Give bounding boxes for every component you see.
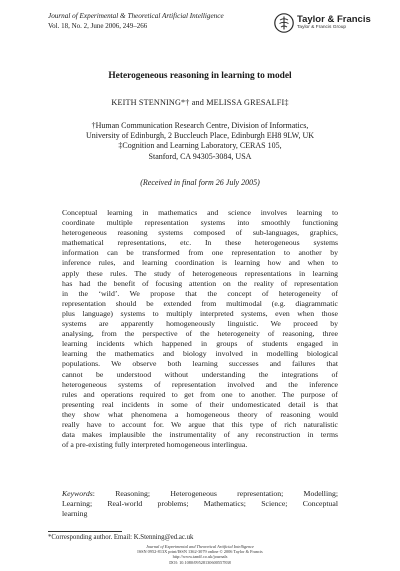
abstract-line: analysing, from the perspective of the heterogeneity of reasoning, three <box>62 329 338 339</box>
keywords-line: Learning; Real-world problems; Mathematics; Science; Conceptual <box>62 499 338 509</box>
abstract-line: in the ‘wild’. We propose that the concept of heterogeneity of <box>62 288 338 298</box>
abstract <box>62 208 338 450</box>
footnote-divider <box>48 531 122 532</box>
keywords-text: : Reasoning; Heterogeneous representation; Modelling; <box>92 489 338 498</box>
abstract-line: really have to account for. We argue that this type of rich naturalistic <box>62 419 338 429</box>
abstract-line: presenting real incidents in some of their undomesticated detail is that <box>62 399 338 409</box>
abstract-line: cannot be understood without understanding the integrations of <box>62 369 338 379</box>
publisher-name: Taylor & Francis <box>297 14 371 25</box>
keywords <box>62 489 338 519</box>
abstract-line: Conceptual learning in mathematics and science involves learning to <box>62 208 338 217</box>
imprint-issn: ISSN 0952-813X print/ISSN 1362-3079 online © 2006 Taylor & Francis <box>137 549 263 555</box>
keywords-line <box>62 489 338 499</box>
abstract-line: systems are apparently homogeneously linguistic. We proceed by <box>62 319 338 329</box>
abstract-line: of a pre-existing fully interpreted homogeneous interlingua. <box>62 440 248 450</box>
received-date <box>40 178 360 188</box>
journal-imprint <box>100 544 300 565</box>
abstract-line: mathematical representations, etc. In these heterogeneous systems <box>62 238 338 248</box>
journal-name: Journal of Experimental & Theoretical Artificial Intelligence <box>48 12 224 20</box>
abstract-line: rules and operations required to get from one to another. The purpose of <box>62 389 338 399</box>
paper-title: Heterogeneous reasoning in learning to model <box>108 71 292 81</box>
abstract-line: they show what phenomena a homogeneous theory of reasoning would <box>62 409 338 419</box>
publisher-logo[interactable] <box>274 12 371 36</box>
abstract-line: heterogeneous systems of representation involved and the inference <box>62 379 338 389</box>
abstract-line: apply these rules. The study of heterogeneous representations in learning <box>62 268 338 278</box>
abstract-line: coordinate multiple representation systems into smoothly functioning <box>62 218 338 228</box>
affiliations <box>40 121 360 162</box>
abstract-line: learning the mathematics and biology involved in modelling biological <box>62 349 338 359</box>
affiliation-line: †Human Communication Research Centre, Division of Informatics, <box>91 121 309 130</box>
taylor-francis-logo-icon <box>274 13 294 33</box>
corresponding-author-footnote: *Corresponding author. Email: K.Stenning@ed.ac.uk <box>48 534 194 541</box>
imprint-journal: Journal of Experimental and Theoretical Artificial Intelligence <box>145 544 255 549</box>
keywords-line: learning <box>62 509 88 519</box>
abstract-line: representation should be extended from multimodal (e.g. diagrammatic <box>62 298 338 308</box>
abstract-line: information can be transformed from one representation to another by <box>62 248 338 258</box>
keywords-label: Keywords <box>62 489 93 498</box>
affiliation-line: Stanford, CA 94305-3084, USA <box>148 151 252 161</box>
abstract-line: plus language) systems to multiply interpreted systems, even when those <box>62 308 338 318</box>
journal-header <box>48 12 371 38</box>
journal-volume: Vol. 18, No. 2, June 2006, 249–266 <box>48 22 148 30</box>
abstract-line: heterogeneous reasoning systems composed of sub-languages, graphics, <box>62 228 338 238</box>
abstract-line: has had the benefit of focusing attention on the reality of representation <box>62 278 338 288</box>
abstract-line: data makes implausible the instrumentality of any reconstruction in terms <box>62 430 338 440</box>
author-list: KEITH STENNING*† and MELISSA GRESALFI‡ <box>111 98 289 107</box>
received-text: (Received in final form 26 July 2005) <box>140 178 260 187</box>
abstract-line: populations. We observe both learning successes and failures that <box>62 359 338 369</box>
abstract-line: inference rules, and learning coordination is learning how and when to <box>62 258 338 268</box>
affiliation-line: ‡Cognition and Learning Laboratory, CERAS 105, <box>118 141 282 151</box>
affiliation-line: University of Edinburgh, 2 Buccleuch Place, Edinburgh EH8 9LW, UK <box>85 131 315 141</box>
imprint-doi[interactable]: DOI: 10.1080/09528130600557838 <box>169 559 231 565</box>
imprint-url[interactable]: http://www.tandf.co.uk/journals <box>172 554 228 560</box>
publisher-group: Taylor & Francis Group <box>297 25 347 30</box>
abstract-line: learning incidents which happened in groups of students engaged in <box>62 339 338 349</box>
